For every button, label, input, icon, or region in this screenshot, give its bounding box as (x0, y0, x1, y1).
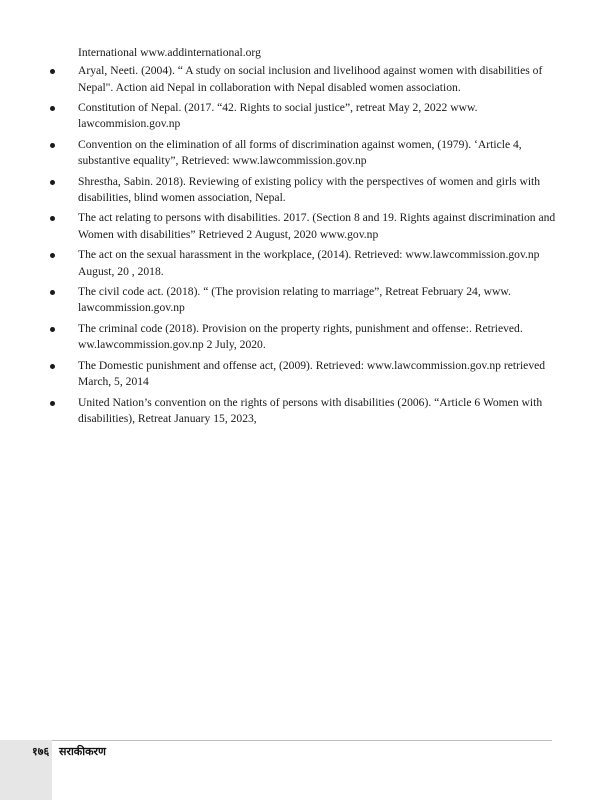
reference-text: Aryal, Neeti. (2004). “ A study on social inclusion and livelihood against women with disabilities of Nepal". Action aid Nepal in collaboration with Nepal disabled women association. (78, 64, 543, 94)
reference-text: Shrestha, Sabin. 2018). Reviewing of existing policy with the perspectives of women and girls with disabilities, blind women association, Nepal. (78, 174, 541, 205)
reference-item (46, 395, 556, 428)
page-footer (32, 744, 112, 759)
bullet-icon (50, 290, 55, 295)
reference-text: The act on the sexual harassment in the workplace, (2014). Retrieved: www.lawcommission.gov.np August, 20 , 2018. (78, 248, 540, 278)
bullet-icon (50, 364, 55, 369)
page-number: १७६ (32, 745, 50, 758)
journal-name: सराकीकरण (59, 745, 106, 758)
reference-text: United Nation’s convention on the rights of persons with disabilities (2006). “Article 6 Women with disabilities), Retreat January 15, 2023, (78, 395, 543, 425)
reference-continuation: International www.addinternational.org (78, 46, 261, 59)
reference-item (46, 284, 556, 317)
reference-item (46, 321, 556, 354)
bullet-icon (50, 106, 55, 111)
reference-list (46, 63, 556, 427)
bullet-icon (50, 69, 55, 74)
bullet-icon (50, 216, 55, 221)
reference-item (46, 210, 556, 243)
bullet-icon (50, 143, 55, 148)
bullet-icon (50, 401, 55, 406)
bullet-icon (50, 253, 55, 258)
reference-text: The Domestic punishment and offense act, (2009). Retrieved: www.lawcommission.gov.np retrieved March, 5, 2014 (78, 358, 546, 389)
reference-text: The civil code act. (2018). “ (The provision relating to marriage”, Retreat February 24, www. lawcommission.gov.np (78, 285, 511, 315)
reference-text: The act relating to persons with disabilities. 2017. (Section 8 and 19. Rights against discrimination and Women with disabilities” Retrieved 2 August, 2020 www.gov.np (78, 211, 556, 241)
reference-text: Constitution of Nepal. (2017. “42. Rights to social justice”, retreat May 2, 2022 www. lawcommision.gov.np (78, 101, 478, 131)
reference-item (46, 247, 556, 280)
reference-text: The criminal code (2018). Provision on the property rights, punishment and offense:. Retrieved. ww.lawcommission.gov.np 2 July, 2020. (78, 321, 523, 352)
bullet-icon (50, 180, 55, 185)
reference-item (46, 174, 556, 207)
reference-item (46, 358, 556, 391)
footer-divider (52, 740, 552, 741)
reference-item (46, 100, 556, 133)
reference-item (46, 137, 556, 170)
bullet-icon (50, 327, 55, 332)
reference-list-section (46, 44, 556, 431)
reference-item (46, 63, 556, 96)
reference-text: Convention on the elimination of all forms of discrimination against women, (1979). ‘Article 4, substantive equality”, Retrieved: www.lawcommission.gov.np (78, 137, 522, 168)
